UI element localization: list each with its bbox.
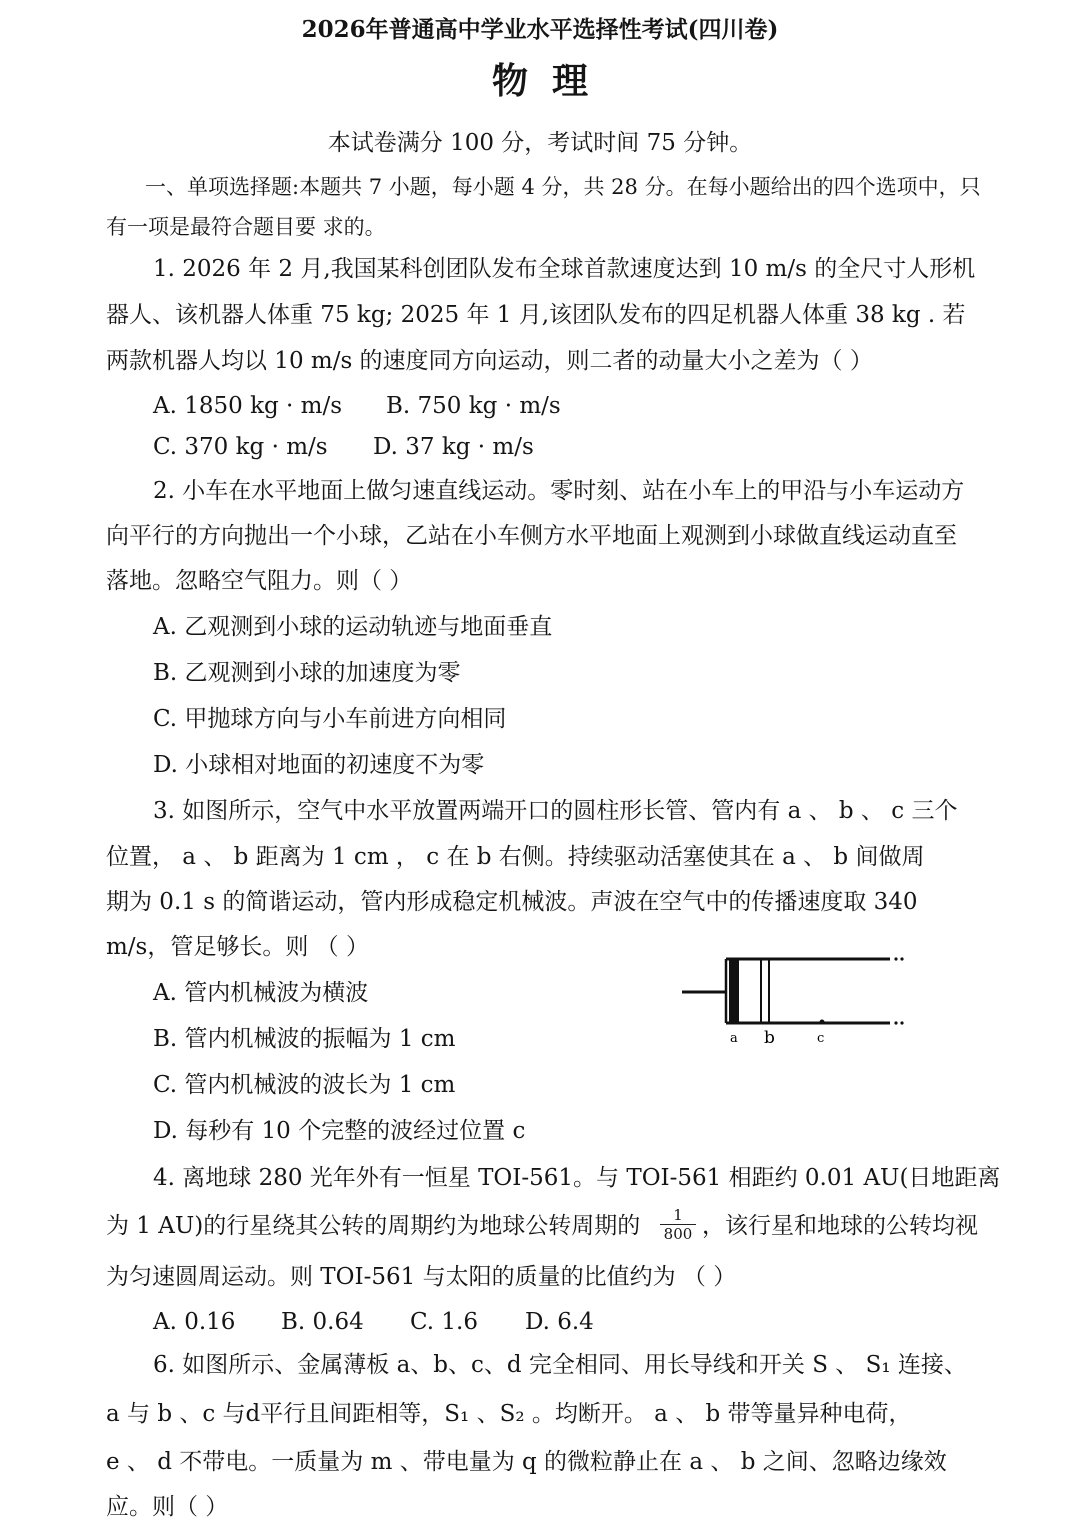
question-3-line4: m/s，管足够长。则 （ ） <box>106 934 369 960</box>
question-3-option-d: D. 每秒有 10 个完整的波经过位置 c <box>153 1118 526 1144</box>
fraction-one-over-800 <box>660 1206 696 1243</box>
tube-bottom-dot-2 <box>900 1021 903 1024</box>
question-6-line1: 6. 如图所示、金属薄板 a、b、c、d 完全相同、用长导线和开关 S 、 S₁ 连接、 <box>153 1352 967 1378</box>
section-heading-line1: 一、单项选择题:本题共 7 小题，每小题 4 分，共 28 分。在每小题给出的四个选项中，只 <box>145 175 981 199</box>
position-c-dot <box>820 1020 825 1025</box>
tube-top-dot-2 <box>900 957 903 960</box>
question-3-option-b: B. 管内机械波的振幅为 1 cm <box>153 1026 456 1052</box>
exam-note: 本试卷满分 100 分，考试时间 75 分钟。 <box>327 130 753 156</box>
question-2-option-b: B. 乙观测到小球的加速度为零 <box>153 660 461 686</box>
question-1-option-b: B. 750 kg · m/s <box>386 393 561 419</box>
question-1-option-a: A. 1850 kg · m/s <box>153 393 343 419</box>
question-1-line1: 1. 2026 年 2 月,我国某科创团队发布全球首款速度达到 10 m/s 的全尺寸人形机 <box>153 256 976 282</box>
question-1-line3: 两款机器人均以 10 m/s 的速度同方向运动，则二者的动量大小之差为（ ） <box>106 348 873 374</box>
label-b: b <box>764 1028 775 1048</box>
piston <box>729 959 739 1023</box>
subject-title: 物理 <box>491 60 612 102</box>
question-3-line2: 位置， a 、 b 距离为 1 cm ， c 在 b 右侧。持续驱动活塞使其在 a 、 b 间做周 <box>106 844 925 870</box>
question-4-option-c: C. 1.6 <box>410 1309 478 1335</box>
question-1-option-d: D. 37 kg · m/s <box>373 434 534 460</box>
question-3-option-c: C. 管内机械波的波长为 1 cm <box>153 1072 456 1098</box>
section-heading-line2: 有一项是最符合题目要 求的。 <box>106 215 386 239</box>
question-2-line2: 向平行的方向抛出一个小球，乙站在小车侧方水平地面上观测到小球做直线运动直至 <box>106 523 957 549</box>
question-4-option-d: D. 6.4 <box>525 1309 594 1335</box>
question-3-option-a: A. 管内机械波为横波 <box>153 980 369 1006</box>
tube-bottom-dot-1 <box>894 1021 897 1024</box>
question-2-option-a: A. 乙观测到小球的运动轨迹与地面垂直 <box>153 614 553 640</box>
question-2-option-c: C. 甲抛球方向与小车前进方向相同 <box>153 706 507 732</box>
question-4-line2-part2: ，该行星和地球的公转均视 <box>702 1213 978 1239</box>
question-3-line3: 期为 0.1 s 的简谐运动，管内形成稳定机械波。声波在空气中的传播速度取 340 <box>106 889 918 915</box>
exam-title: 2026年普通高中学业水平选择性考试(四川卷) <box>301 16 779 43</box>
question-2-line3: 落地。忽略空气阻力。则（ ） <box>106 568 413 594</box>
question-6-line3: e 、 d 不带电。一质量为 m 、带电量为 q 的微粒静止在 a 、 b 之间、忽略边缘效 <box>106 1449 947 1475</box>
question-4-option-a: A. 0.16 <box>153 1309 236 1335</box>
question-4-line3: 为匀速圆周运动。则 TOI-561 与太阳的质量的比值约为 （ ） <box>106 1264 737 1290</box>
question-1-option-c: C. 370 kg · m/s <box>153 434 328 460</box>
question-4-option-b: B. 0.64 <box>281 1309 364 1335</box>
question-1-line2: 器人、该机器人体重 75 kg; 2025 年 1 月,该团队发布的四足机器人体重 38 kg . 若 <box>106 302 966 328</box>
question-3-line1: 3. 如图所示，空气中水平放置两端开口的圆柱形长管、管内有 a 、 b 、 c 三个 <box>153 798 958 824</box>
question-4-line1: 4. 离地球 280 光年外有一恒星 TOI-561。与 TOI-561 相距约 0.01 AU(日地距离 <box>153 1165 1001 1191</box>
question-6-line2: a 与 b 、c 与d平行且间距相等，S₁ 、S₂ 。均断开。 a 、 b 带等量异种电荷， <box>106 1401 912 1427</box>
question-2-line1: 2. 小车在水平地面上做匀速直线运动。零时刻、站在小车上的甲沿与小车运动方 <box>153 478 965 504</box>
tube-top-dot-1 <box>894 957 897 960</box>
fraction-numerator: 1 <box>660 1206 696 1225</box>
question-6-line4: 应。则（ ） <box>106 1494 229 1520</box>
label-c: c <box>817 1031 825 1046</box>
question-2-option-d: D. 小球相对地面的初速度不为零 <box>153 752 485 778</box>
label-a: a <box>730 1031 738 1046</box>
fraction-denominator: 800 <box>663 1225 693 1243</box>
question-4-line2-part1: 为 1 AU)的行星绕其公转的周期约为地球公转周期的 <box>106 1213 641 1239</box>
tube-piston-figure <box>676 950 916 1050</box>
